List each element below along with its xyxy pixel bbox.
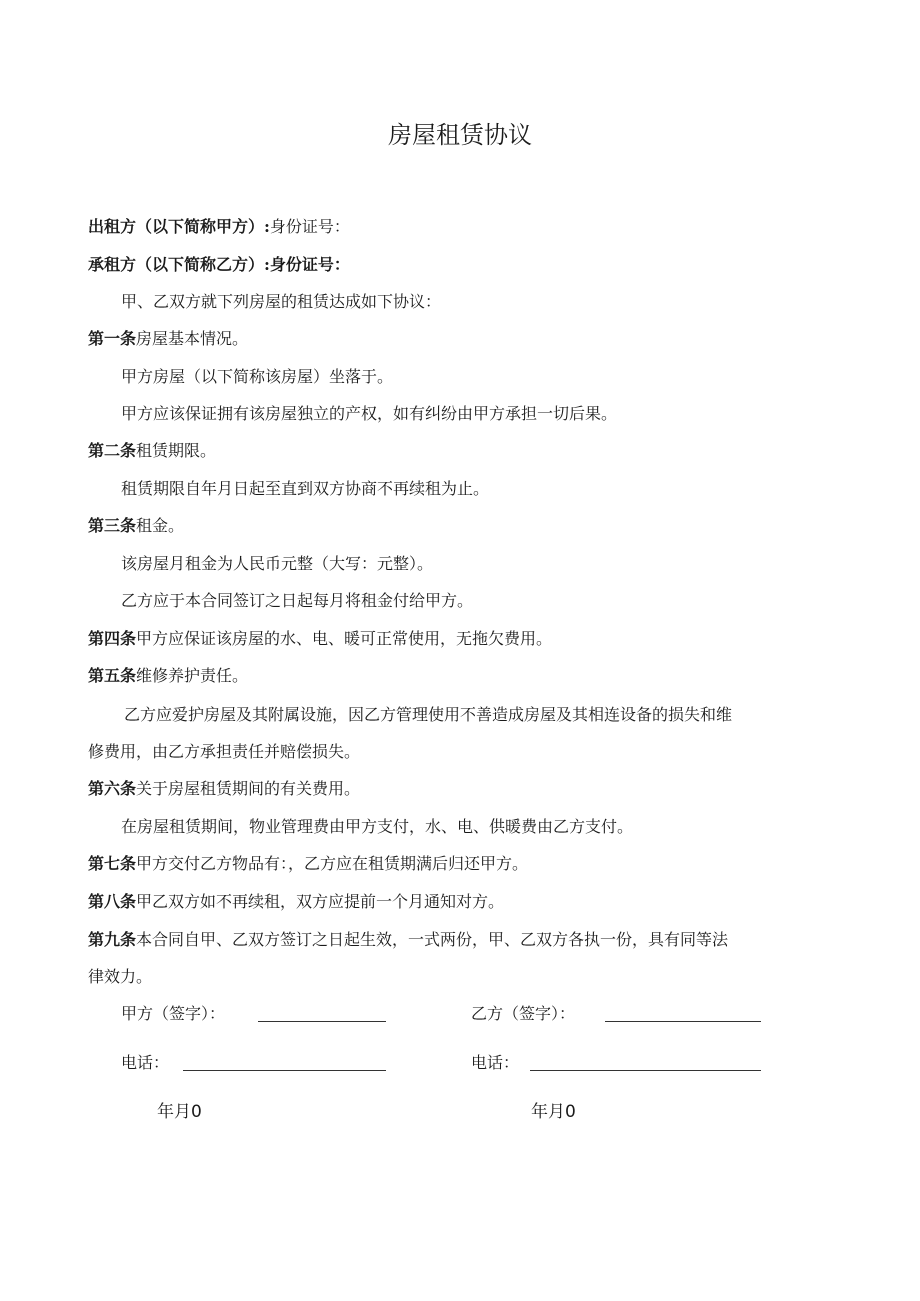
party-b-date: 年月0 — [531, 1102, 576, 1122]
article-1-para-1: 甲方房屋（以下简称该房屋）坐落于。 — [121, 367, 394, 386]
article-6-title: 关于房屋租赁期间的有关费用。 — [136, 779, 361, 798]
party-b-sign-label: 乙方（签字）： — [471, 1004, 576, 1023]
party-b-phone-label: 电话： — [471, 1053, 520, 1072]
lessee-line — [88, 254, 350, 276]
article-1-para-2: 甲方应该保证拥有该房屋独立的产权，如有纠纷由甲方承担一切后果。 — [121, 404, 618, 423]
party-a-sign-label: 甲方（签字）： — [121, 1004, 226, 1023]
article-1-heading: 第一条 — [88, 329, 137, 348]
article-6-heading: 第六条 — [88, 779, 137, 798]
article-5 — [88, 665, 248, 687]
article-9-heading: 第九条 — [88, 930, 137, 949]
article-4 — [88, 628, 552, 650]
lessor-line — [88, 216, 350, 238]
article-5-para-1a: 乙方应爱护房屋及其附属设施，因乙方管理使用不善造成房屋及其相连设备的损失和维 — [124, 705, 733, 724]
article-3-heading: 第三条 — [88, 516, 137, 535]
article-4-title: 甲方应保证该房屋的水、电、暖可正常使用，无拖欠费用。 — [136, 629, 553, 648]
article-9-title-b: 律效力。 — [88, 967, 153, 986]
party-a-date: 年月0 — [157, 1102, 202, 1122]
party-a-sign-line[interactable] — [258, 1021, 386, 1022]
article-1-title: 房屋基本情况。 — [136, 329, 249, 348]
lessee-id-label: 身份证号： — [269, 255, 350, 274]
article-8 — [88, 891, 504, 913]
intro-text: 甲、乙双方就下列房屋的租赁达成如下协议： — [121, 292, 442, 311]
article-5-para-1b: 修费用，由乙方承担责任并赔偿损失。 — [88, 742, 361, 761]
lessee-label: 承租方（以下简称乙方）: — [88, 255, 270, 274]
article-3-para-1: 该房屋月租金为人民币元整（大写：元整）。 — [121, 554, 434, 573]
article-2-para-1: 租赁期限自年月日起至直到双方协商不再续租为止。 — [121, 479, 490, 498]
article-3 — [88, 515, 184, 537]
party-a-phone-line[interactable] — [183, 1070, 386, 1071]
article-6-para-1: 在房屋租赁期间，物业管理费由甲方支付，水、电、供暖费由乙方支付。 — [121, 817, 634, 836]
article-5-heading: 第五条 — [88, 666, 137, 685]
article-7 — [88, 853, 528, 875]
article-3-para-2: 乙方应于本合同签订之日起每月将租金付给甲方。 — [121, 591, 474, 610]
article-9-title-a: 本合同自甲、乙双方签订之日起生效，一式两份，甲、乙双方各执一份，具有同等法 — [136, 930, 729, 949]
party-a-phone-label: 电话： — [121, 1053, 170, 1072]
article-8-heading: 第八条 — [88, 892, 137, 911]
article-1 — [88, 328, 248, 350]
party-b-sign-line[interactable] — [605, 1021, 761, 1022]
article-2-heading: 第二条 — [88, 441, 137, 460]
article-7-title: 甲方交付乙方物品有：，乙方应在租赁期满后归还甲方。 — [136, 854, 529, 873]
document-title: 房屋租赁协议 — [388, 121, 532, 149]
article-6 — [88, 778, 360, 800]
article-5-title: 维修养护责任。 — [136, 666, 249, 685]
party-b-phone-line[interactable] — [530, 1070, 761, 1071]
lessor-id-label: 身份证号： — [269, 217, 350, 236]
article-2-title: 租赁期限。 — [136, 441, 217, 460]
article-4-heading: 第四条 — [88, 629, 137, 648]
lessor-label: 出租方（以下简称甲方）: — [88, 217, 270, 236]
article-2 — [88, 440, 216, 462]
article-3-title: 租金。 — [136, 516, 185, 535]
article-8-title: 甲乙双方如不再续租，双方应提前一个月通知对方。 — [136, 892, 505, 911]
article-7-heading: 第七条 — [88, 854, 137, 873]
article-9 — [88, 929, 728, 951]
